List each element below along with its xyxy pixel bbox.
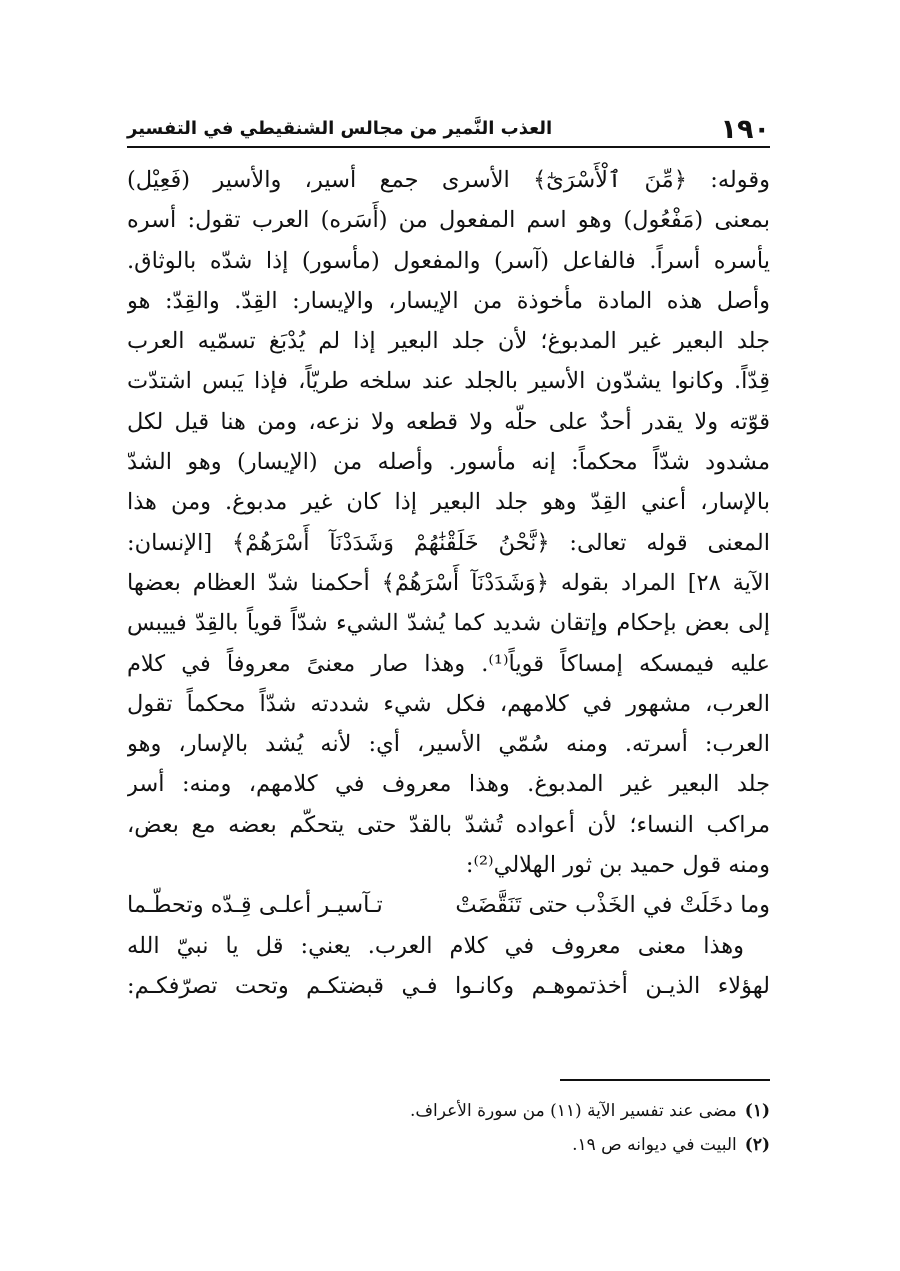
text-line: قوّته ولا يقدر أحدٌ على حلّه ولا قطعه ولا نزعه، ومن هنا قيل لكل (127, 408, 770, 435)
footnote (127, 1094, 770, 1128)
text-line: عليه فيمسكه إمساكاً قوياً⁽¹⁾. وهذا صار معنىً معروفاً في كلام (127, 650, 770, 677)
footnotes (127, 1094, 770, 1162)
text-line: العرب: أسرته. ومنه سُمّي الأسير، أي: لأنه يُشد بالإسار، وهو (127, 731, 770, 758)
text-line: وأصل هذه المادة مأخوذة من الإيسار، والإيسار: القِدّ. والقِدّ: هو (127, 287, 770, 314)
text-line: لهؤلاء الذيـن أخذتموهـم وكانـوا فـي قبضتكـم وتحت تصرّفكـم: (127, 972, 770, 999)
page-number: ١٩٠ (720, 114, 770, 145)
text-line: المعنى قوله تعالى: ﴿نَّحْنُ خَلَقْنَٰهُمْ وَشَدَدْنَآ أَسْرَهُمْ﴾ [الإنسان: (127, 529, 770, 556)
text-line: ومنه قول حميد بن ثور الهلالي⁽²⁾: (465, 852, 770, 879)
text-line: العرب، مشهور في كلامهم، فكل شيء شددته شدّاً محكماً تقول (127, 690, 770, 717)
text-line: جلد البعير غير المدبوغ. وهذا معروف في كلامهم، ومنه: أسر (127, 771, 770, 798)
verse-second-hemistich: تـآسيـر أعلـى قِـدّه وتحطّـما (127, 892, 383, 919)
footnote (127, 1128, 770, 1162)
text-line: يأسره أسراً. فالفاعل (آسر) والمفعول (مأسور) إذا شدّه بالوثاق. (127, 247, 770, 274)
running-title: العذب النَّمير من مجالس الشنقيطي في التفسير (127, 118, 553, 139)
text-line: بالإسار، أعني القِدّ وهو جلد البعير إذا كان غير مدبوغ. ومن هذا (127, 489, 770, 516)
page-header (127, 108, 770, 148)
text-line: الآية ٢٨] المراد بقوله ﴿وَشَدَدْنَآ أَسْرَهُمْ﴾ أحكمنا شدّ العظام بعضها (127, 569, 770, 596)
verse-first-hemistich: وما دخَلَتْ في الخَذْب حتى تَنَقَّضَتْ (455, 892, 770, 919)
poetry-verse (127, 885, 770, 925)
footnote-marker: (٢) (744, 1135, 770, 1155)
text-line: مراكب النساء؛ لأن أعواده تُشدّ بالقدّ حتى يتحكّم بعضه مع بعض، (127, 811, 770, 838)
footnote-marker: (١) (744, 1101, 770, 1121)
text-line: وقوله: ﴿مِّنَ ٱلْأَسْرَىٰٓ﴾ الأسرى جمع أسير، والأسير (فَعِيْل) (127, 167, 770, 193)
text-line: قِدّاً. وكانوا يشدّون الأسير بالجلد عند سلخه طريّاً، فإذا يَبس اشتدّت (127, 368, 770, 395)
text-line: مشدود شدّاً محكماً: إنه مأسور. وأصله من (الإيسار) وهو الشدّ (127, 449, 770, 476)
text-line: بمعنى (مَفْعُول) وهو اسم المفعول من (أَسَره) العرب تقول: أسره (127, 207, 770, 234)
text-line: وهذا معنى معروف في كلام العرب. يعني: قل يا نبيّ الله (127, 932, 744, 959)
footnote-divider (560, 1079, 770, 1081)
main-text (127, 160, 770, 1006)
text-line: جلد البعير غير المدبوغ؛ لأن جلد البعير إذا لم يُدْبَغ تسمّيه العرب (127, 328, 770, 355)
footnote-text: مضى عند تفسير الآية (١١) من سورة الأعراف. (410, 1101, 737, 1121)
footnote-text: البيت في ديوانه ص ١٩. (572, 1135, 737, 1155)
text-line: إلى بعض بإحكام وإتقان شديد كما يُشدّ الشيء شدّاً قوياً بالقِدّ فييبس (127, 610, 770, 637)
